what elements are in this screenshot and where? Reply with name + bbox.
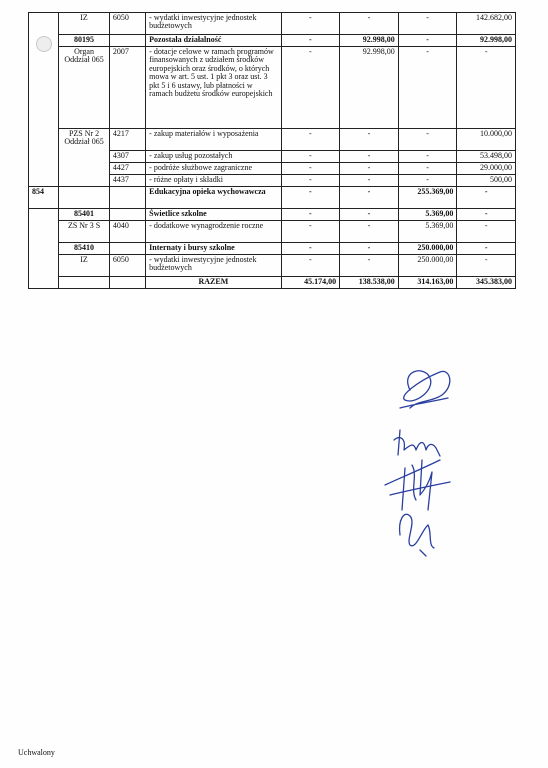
par-cell: [109, 277, 145, 289]
desc-cell: - wydatki inwestycyjne jednostek budżetowych: [146, 13, 281, 35]
par-cell: 4437: [109, 175, 145, 187]
value-cell: -: [398, 151, 457, 163]
value-cell: -: [398, 13, 457, 35]
value-cell: 53.498,00: [457, 151, 516, 163]
par-cell: 6050: [109, 13, 145, 35]
roz-cell: Organ Oddział 065: [59, 47, 110, 129]
value-cell: -: [281, 129, 340, 151]
value-cell: -: [340, 187, 399, 209]
par-cell: 2007: [109, 47, 145, 129]
value-cell: -: [457, 221, 516, 243]
value-cell: -: [398, 163, 457, 175]
total-value: 138.538,00: [340, 277, 399, 289]
roz-cell: PZS Nr 2 Oddział 065: [59, 129, 110, 187]
table-row: [29, 221, 516, 243]
dz-cell: [29, 209, 59, 289]
desc-cell: - wydatki inwestycyjne jednostek budżetowych: [146, 255, 281, 277]
value-cell: -: [340, 13, 399, 35]
value-cell: -: [457, 187, 516, 209]
desc-cell: Świetlice szkolne: [146, 209, 281, 221]
value-cell: -: [340, 175, 399, 187]
value-cell: -: [340, 243, 399, 255]
par-cell: [109, 243, 145, 255]
value-cell: -: [457, 47, 516, 129]
par-cell: [109, 209, 145, 221]
value-cell: -: [398, 35, 457, 47]
table-row: [29, 129, 516, 151]
desc-cell: Pozostała działalność: [146, 35, 281, 47]
value-cell: -: [457, 255, 516, 277]
par-cell: [109, 35, 145, 47]
par-cell: 4217: [109, 129, 145, 151]
value-cell: -: [281, 209, 340, 221]
value-cell: -: [281, 35, 340, 47]
desc-cell: Edukacyjna opieka wychowawcza: [146, 187, 281, 209]
table-row: [29, 277, 516, 289]
desc-cell: - dotacje celowe w ramach programów finansowanych z udziałem środków europejskich oraz środków, o których mowa w art. 5 ust. 1 pkt 3 oraz ust. 3 pkt 5 i 6 ustawy, lub płatności w ramach budżetu środków europejskich: [146, 47, 281, 129]
desc-cell: - podróże służbowe zagraniczne: [146, 163, 281, 175]
table-row: [29, 13, 516, 35]
value-cell: 250.000,00: [398, 255, 457, 277]
value-cell: -: [398, 47, 457, 129]
table-row: [29, 243, 516, 255]
value-cell: 29.000,00: [457, 163, 516, 175]
value-cell: 5.369,00: [398, 209, 457, 221]
signature-3: [385, 460, 450, 510]
total-value: 345.383,00: [457, 277, 516, 289]
table-row: [29, 255, 516, 277]
total-label: RAZEM: [146, 277, 281, 289]
roz-cell: 80195: [59, 35, 110, 47]
value-cell: -: [340, 209, 399, 221]
value-cell: -: [281, 255, 340, 277]
value-cell: 92.998,00: [340, 35, 399, 47]
total-value: 314.163,00: [398, 277, 457, 289]
desc-cell: - zakup usług pozostałych: [146, 151, 281, 163]
roz-cell: [59, 277, 110, 289]
roz-cell: IZ: [59, 255, 110, 277]
table-row: [29, 35, 516, 47]
roz-cell: [59, 187, 110, 209]
value-cell: 255.369,00: [398, 187, 457, 209]
signature-2: [394, 430, 440, 456]
desc-cell: Internaty i bursy szkolne: [146, 243, 281, 255]
dz-cell: 854: [29, 187, 59, 209]
value-cell: 500,00: [457, 175, 516, 187]
total-value: 45.174,00: [281, 277, 340, 289]
value-cell: -: [340, 255, 399, 277]
signature-1: [400, 371, 450, 408]
roz-cell: 85410: [59, 243, 110, 255]
value-cell: 5.369,00: [398, 221, 457, 243]
value-cell: -: [281, 13, 340, 35]
par-cell: 4427: [109, 163, 145, 175]
footer-note: Uchwalony: [18, 748, 55, 757]
value-cell: -: [340, 129, 399, 151]
value-cell: -: [281, 163, 340, 175]
budget-table: [28, 12, 516, 289]
roz-cell: ZS Nr 3 S: [59, 221, 110, 243]
desc-cell: - różne opłaty i składki: [146, 175, 281, 187]
roz-cell: 85401: [59, 209, 110, 221]
value-cell: -: [398, 175, 457, 187]
handwritten-signatures: [370, 360, 480, 560]
dz-cell: [29, 13, 59, 187]
value-cell: -: [281, 175, 340, 187]
table-row: [29, 187, 516, 209]
value-cell: 92.998,00: [457, 35, 516, 47]
value-cell: -: [340, 151, 399, 163]
value-cell: -: [281, 47, 340, 129]
value-cell: -: [457, 209, 516, 221]
value-cell: 142.682,00: [457, 13, 516, 35]
desc-cell: - dodatkowe wynagrodzenie roczne: [146, 221, 281, 243]
value-cell: -: [340, 163, 399, 175]
value-cell: -: [281, 221, 340, 243]
par-cell: 6050: [109, 255, 145, 277]
desc-cell: - zakup materiałów i wyposażenia: [146, 129, 281, 151]
value-cell: -: [281, 151, 340, 163]
value-cell: -: [457, 243, 516, 255]
value-cell: -: [398, 129, 457, 151]
value-cell: 92.998,00: [340, 47, 399, 129]
par-cell: [109, 187, 145, 209]
par-cell: 4307: [109, 151, 145, 163]
table-row: [29, 209, 516, 221]
par-cell: 4040: [109, 221, 145, 243]
value-cell: -: [340, 221, 399, 243]
signature-4: [400, 514, 434, 556]
value-cell: -: [281, 243, 340, 255]
table-row: [29, 47, 516, 129]
value-cell: 10.000,00: [457, 129, 516, 151]
value-cell: 250.000,00: [398, 243, 457, 255]
value-cell: -: [281, 187, 340, 209]
roz-cell: IZ: [59, 13, 110, 35]
